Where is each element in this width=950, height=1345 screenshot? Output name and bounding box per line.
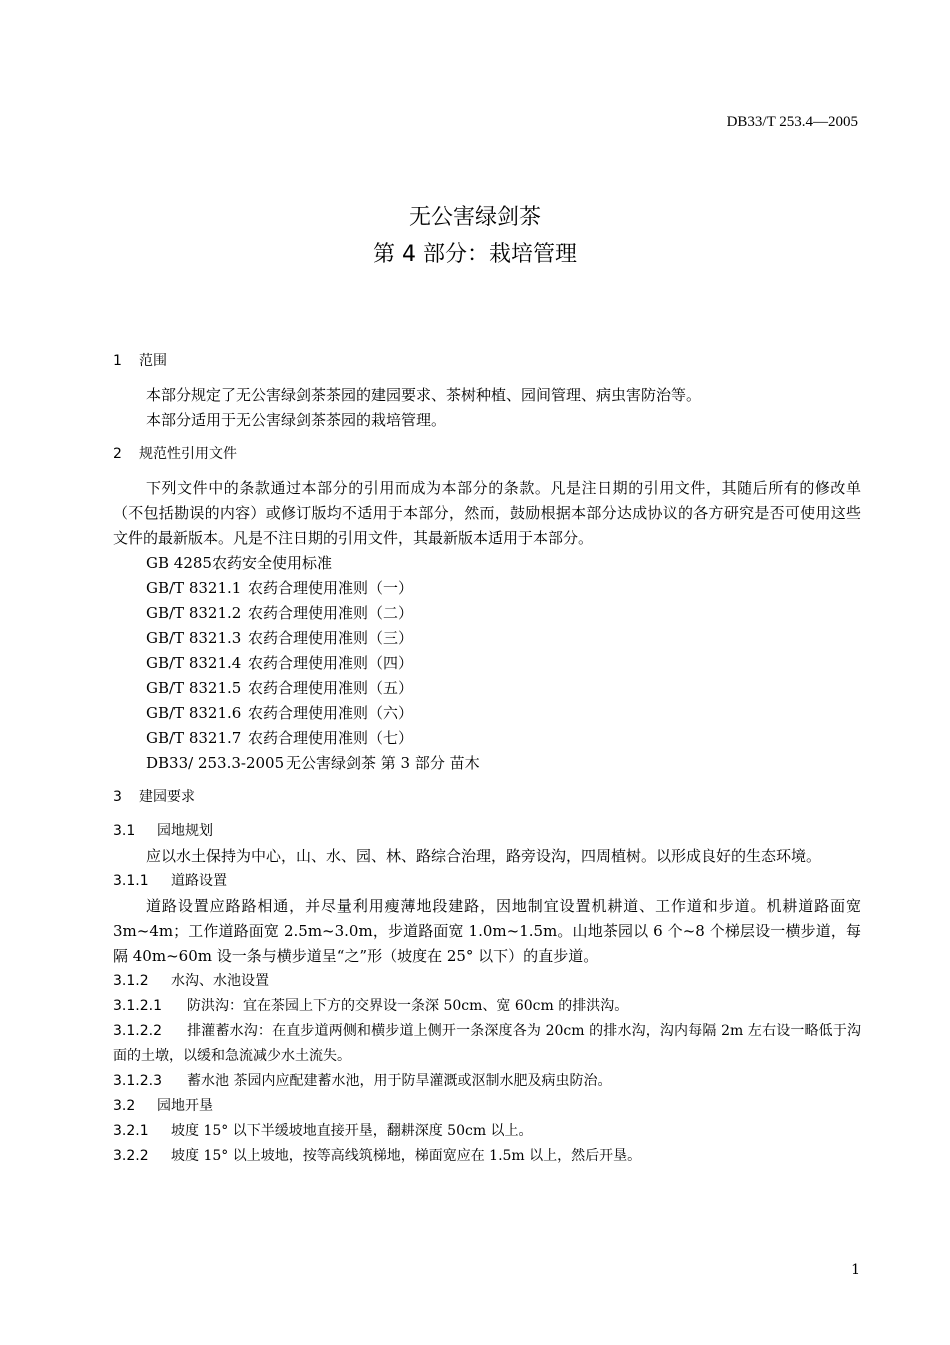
reference-item: GB/T 8321.7 农药合理使用准则（七）	[146, 729, 414, 747]
document-title: 无公害绿剑茶	[408, 205, 541, 230]
paragraph: 道路设置应路路相通，并尽量利用瘦薄地段建路，因地制宜设置机耕道、工作道和步道。机耕道路面宽 3m~4m；工作道路面宽 2.5m~3.0m，步道路面宽 1.0m~1.5m。山地茶园以 6 个~8 个梯层设一横步道，每隔 40m~60m 设一条与横步道呈“之”形（坡度在 25° 以下）的直步道。	[113, 897, 861, 965]
reference-item: GB/T 8321.4 农药合理使用准则（四）	[146, 654, 414, 672]
reference-item: DB33/ 253.3-2005 无公害绿剑茶 第 3 部分 苗木	[146, 754, 480, 772]
reference-item: GB/T 8321.3 农药合理使用准则（三）	[146, 629, 414, 647]
paragraph: 下列文件中的条款通过本部分的引用而成为本部分的条款。凡是注日期的引用文件，其随后所有的修改单（不包括勘误的内容）或修订版均不适用于本部分，然而，鼓励根据本部分达成协议的各方研究是否可使用这些文件的最新版本。凡是不注日期的引用文件，其最新版本适用于本部分。	[113, 479, 861, 547]
paragraph: 本部分适用于无公害绿剑茶茶园的栽培管理。	[146, 411, 447, 429]
section-heading: 2 规范性引用文件	[113, 446, 237, 462]
reference-list	[113, 551, 861, 776]
page-number: 1	[851, 1262, 860, 1278]
document-subtitle: 第 4 部分：栽培管理	[373, 242, 577, 267]
subsection-heading: 3.2 园地开垦	[113, 1098, 213, 1114]
reference-item: GB/T 8321.2 农药合理使用准则（二）	[146, 604, 414, 622]
paragraph: 应以水土保持为中心，山、水、园、林、路综合治理，路旁设沟，四周植树。以形成良好的生态环境。	[146, 847, 822, 865]
clause: 3.1.2.2 排灌蓄水沟：在直步道两侧和横步道上侧开一条深度各为 20cm 的排水沟，沟内每隔 2m 左右设一略低于沟面的土墩，以缓和急流减少水土流失。	[113, 1023, 861, 1064]
document-body	[113, 349, 861, 1169]
reference-item: GB/T 8321.6 农药合理使用准则（六）	[146, 704, 414, 722]
paragraph: 本部分规定了无公害绿剑茶茶园的建园要求、茶树种植、园间管理、病虫害防治等。	[146, 386, 702, 404]
clause: 3.1.2.1 防洪沟：宜在茶园上下方的交界设一条深 50cm、宽 60cm 的排洪沟。	[113, 998, 629, 1014]
subsection-heading: 3.1 园地规划	[113, 823, 213, 839]
clause: 3.1.2.3 蓄水池 茶园内应配建蓄水池，用于防旱灌溉或沤制水肥及病虫防治。	[113, 1073, 612, 1089]
clause: 3.2.2 坡度 15° 以上坡地，按等高线筑梯地，梯面宽应在 1.5m 以上，然后开垦。	[113, 1148, 642, 1164]
reference-item: GB 4285农药安全使用标准	[146, 554, 332, 572]
subsection-heading: 3.1.1 道路设置	[113, 873, 227, 889]
standard-code: DB33/T 253.4—2005	[726, 114, 858, 130]
subsection-heading: 3.1.2 水沟、水池设置	[113, 973, 269, 989]
clause: 3.2.1 坡度 15° 以下半缓坡地直接开垦，翻耕深度 50cm 以上。	[113, 1123, 533, 1139]
section-heading: 3 建园要求	[113, 789, 195, 805]
reference-item: GB/T 8321.5 农药合理使用准则（五）	[146, 679, 414, 697]
reference-item: GB/T 8321.1 农药合理使用准则（一）	[146, 579, 414, 597]
section-heading: 1 范围	[113, 353, 167, 369]
